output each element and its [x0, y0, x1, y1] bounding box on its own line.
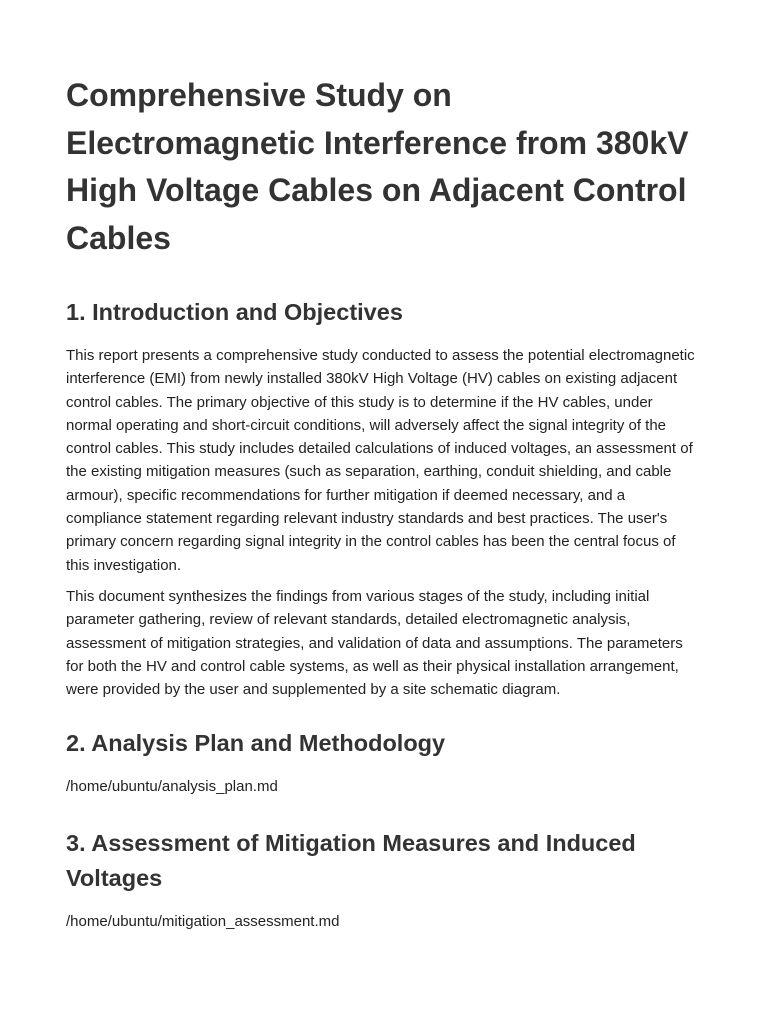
section-heading-mitigation: 3. Assessment of Mitigation Measures and Induced Voltages — [66, 829, 636, 891]
analysis-plan-path: /home/ubuntu/analysis_plan.md — [66, 778, 278, 796]
document-title: Comprehensive Study on Electromagnetic Interference from 380kV High Voltage Cables on Adjacent Control Cables — [66, 77, 689, 256]
section-heading-analysis-plan: 2. Analysis Plan and Methodology — [66, 730, 446, 757]
mitigation-assessment-path: /home/ubuntu/mitigation_assessment.md — [66, 912, 340, 930]
introduction-paragraph-2: This document synthesizes the findings from various stages of the study, including initial parameter gathering, review of relevant standards, detailed electromagnetic analysis, assessment of mitigation strategies, and validation of data and assumptions. The parameters for both the HV and control cable systems, as well as their physical installation arrangement, were provided by the user and supplemented by a site schematic diagram. — [66, 587, 683, 699]
introduction-paragraph-1: This report presents a comprehensive study conducted to assess the potential electromagnetic interference (EMI) from newly installed 380kV High Voltage (HV) cables on existing adjacent control cables. The primary objective of this study is to determine if the HV cables, under normal operating and short-circuit conditions, will adversely affect the signal integrity of the control cables. This study includes detailed calculations of induced voltages, an assessment of the existing mitigation measures (such as separation, earthing, conduit shielding, and cable armour), specific recommendations for further mitigation if deemed necessary, and a compliance statement regarding relevant industry standards and best practices. The user's primary concern regarding signal integrity in the control cables has been the central focus of this investigation. — [66, 347, 695, 574]
section-heading-introduction: 1. Introduction and Objectives — [66, 299, 403, 325]
